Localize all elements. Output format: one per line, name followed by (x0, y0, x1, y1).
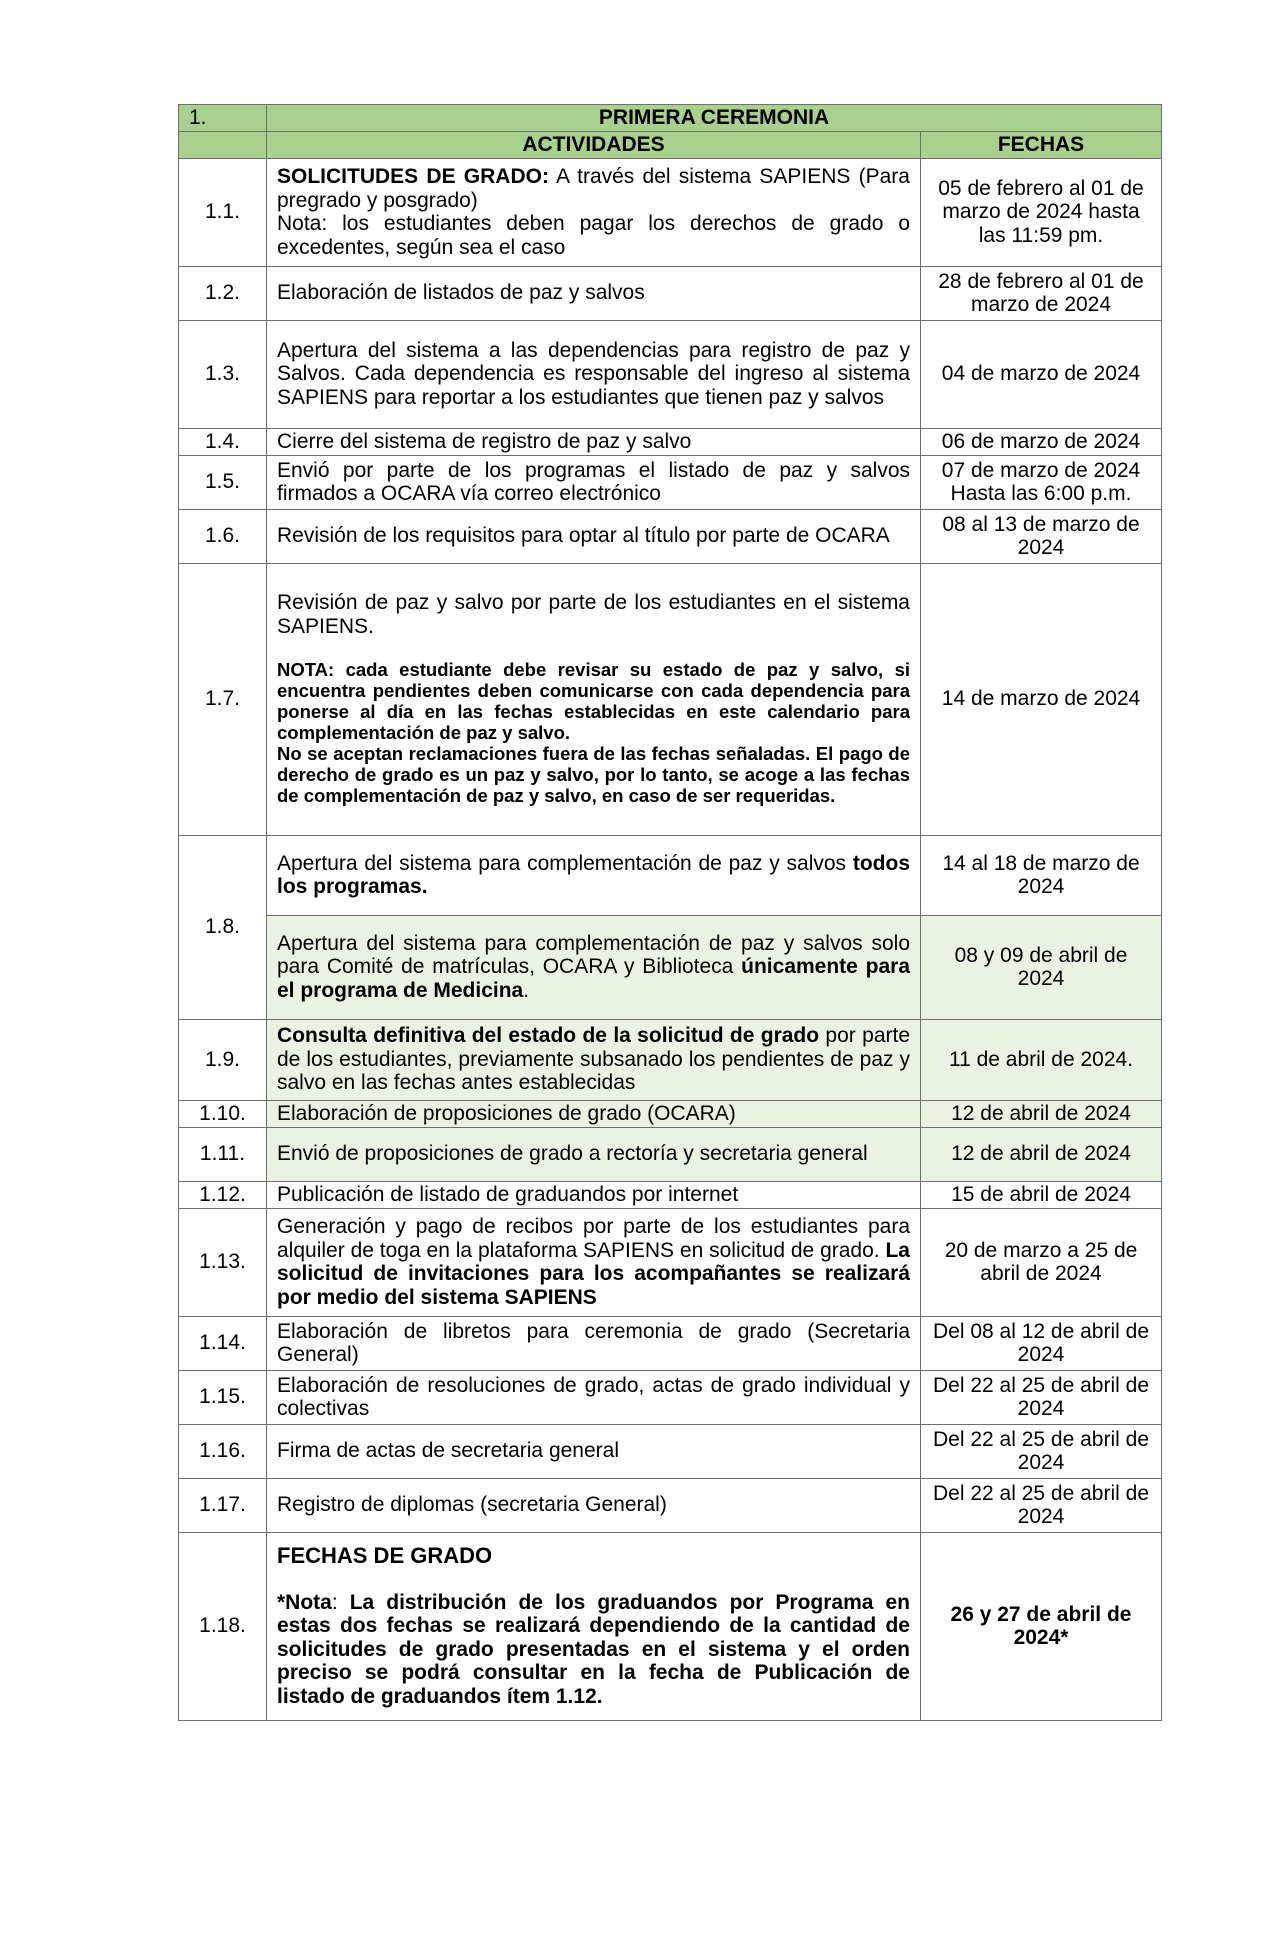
row-date: Del 22 al 25 de abril de 2024 (921, 1478, 1162, 1532)
row-activity: Generación y pago de recibos por parte de los estudiantes para alquiler de toga en la plataforma SAPIENS en solicitud de grado. La solicitud de invitaciones para los acompañantes se realizará por medio del sistema SAPIENS (267, 1208, 921, 1316)
table-row (179, 563, 1162, 835)
row-activity: Apertura del sistema a las dependencias para registro de paz y Salvos. Cada dependencia es responsable del ingreso al sistema SAPIENS para reportar a los estudiantes que tienen paz y salvos (267, 320, 921, 428)
table-row (179, 266, 1162, 320)
column-header-activities: ACTIVIDADES (267, 132, 921, 159)
calendar-table (178, 104, 1162, 1721)
row-date: 04 de marzo de 2024 (921, 320, 1162, 428)
table-row (179, 320, 1162, 428)
row-number: 1.1. (179, 158, 267, 266)
row-activity: Consulta definitiva del estado de la solicitud de grado por parte de los estudiantes, previamente subsanado los pendientes de paz y salvo en las fechas antes establecidas (267, 1019, 921, 1100)
table-row (179, 1478, 1162, 1532)
row-number: 1.17. (179, 1478, 267, 1532)
table-row (179, 835, 1162, 915)
row-activity: SOLICITUDES DE GRADO: A través del sistema SAPIENS (Para pregrado y posgrado) Nota: los estudiantes deben pagar los derechos de grado o excedentes, según sea el caso (267, 158, 921, 266)
table-row (179, 509, 1162, 563)
row-activity: Apertura del sistema para complementación de paz y salvos todos los programas. (267, 835, 921, 915)
row-date: 15 de abril de 2024 (921, 1181, 1162, 1208)
row-number: 1.3. (179, 320, 267, 428)
row-date: 20 de marzo a 25 de abril de 2024 (921, 1208, 1162, 1316)
row-activity: Publicación de listado de graduandos por internet (267, 1181, 921, 1208)
row-number: 1.14. (179, 1316, 267, 1370)
row-activity: Elaboración de proposiciones de grado (OCARA) (267, 1100, 921, 1127)
row-activity: Elaboración de listados de paz y salvos (267, 266, 921, 320)
activity-note: NOTA: cada estudiante debe revisar su estado de paz y salvo, si encuentra pendientes deben comunicarse con cada dependencia para ponerse al día en las fechas establecidas en este calendario para complementación de paz y salvo. (277, 659, 910, 744)
table-row (179, 915, 1162, 1019)
row-date: 05 de febrero al 01 de marzo de 2024 hasta las 11:59 pm. (921, 158, 1162, 266)
table-row (179, 158, 1162, 266)
row-activity: Elaboración de libretos para ceremonia de grado (Secretaria General) (267, 1316, 921, 1370)
row-date: 12 de abril de 2024 (921, 1127, 1162, 1181)
table-row (179, 1316, 1162, 1370)
section-header-row (179, 105, 1162, 132)
row-date: 14 al 18 de marzo de 2024 (921, 835, 1162, 915)
column-header-row (179, 132, 1162, 159)
row-date: 08 al 13 de marzo de 2024 (921, 509, 1162, 563)
row-number: 1.13. (179, 1208, 267, 1316)
row-number: 1.10. (179, 1100, 267, 1127)
row-number: 1.18. (179, 1532, 267, 1720)
row-date: Del 22 al 25 de abril de 2024 (921, 1424, 1162, 1478)
row-number: 1.16. (179, 1424, 267, 1478)
section-title: PRIMERA CEREMONIA (267, 105, 1162, 132)
activity-bold: SOLICITUDES DE GRADO: (277, 164, 549, 188)
section-number: 1. (179, 105, 267, 132)
row-number: 1.7. (179, 563, 267, 835)
row-activity: Elaboración de resoluciones de grado, actas de grado individual y colectivas (267, 1370, 921, 1424)
row-date: 08 y 09 de abril de 2024 (921, 915, 1162, 1019)
row-activity: Apertura del sistema para complementación de paz y salvos solo para Comité de matrículas, OCARA y Biblioteca únicamente para el programa de Medicina. (267, 915, 921, 1019)
row-date: 26 y 27 de abril de 2024* (921, 1532, 1162, 1720)
table-row (179, 1424, 1162, 1478)
row-activity: Registro de diplomas (secretaria General) (267, 1478, 921, 1532)
row-date: Del 08 al 12 de abril de 2024 (921, 1316, 1162, 1370)
row-date: 06 de marzo de 2024 (921, 428, 1162, 455)
row-number: 1.5. (179, 455, 267, 509)
table-row (179, 1208, 1162, 1316)
row-activity: FECHAS DE GRADO *Nota: La distribución de los graduandos por Programa en estas dos fechas se realizará dependiendo de la cantidad de solicitudes de grado presentadas en el sistema y el orden preciso se podrá consultar en la fecha de Publicación de listado de graduandos ítem 1.12. (267, 1532, 921, 1720)
row-number: 1.6. (179, 509, 267, 563)
row-activity: Cierre del sistema de registro de paz y salvo (267, 428, 921, 455)
row-activity: Firma de actas de secretaria general (267, 1424, 921, 1478)
row-date: Del 22 al 25 de abril de 2024 (921, 1370, 1162, 1424)
row-activity: Revisión de paz y salvo por parte de los estudiantes en el sistema SAPIENS. NOTA: cada estudiante debe revisar su estado de paz y salvo, si encuentra pendientes deben comunicarse con cada dependencia para ponerse al día en las fechas establecidas en este calendario para complementación de paz y salvo. No se aceptan reclamaciones fuera de las fechas señaladas. El pago de derecho de grado es un paz y salvo, por lo tanto, se acoge a las fechas de complementación de paz y salvo, en caso de ser requeridas. (267, 563, 921, 835)
table-row (179, 1127, 1162, 1181)
column-header-number (179, 132, 267, 159)
row-date: 14 de marzo de 2024 (921, 563, 1162, 835)
table-row (179, 1370, 1162, 1424)
table-row (179, 1100, 1162, 1127)
row-activity: Envió de proposiciones de grado a rectoría y secretaria general (267, 1127, 921, 1181)
row-number: 1.11. (179, 1127, 267, 1181)
row-date: 12 de abril de 2024 (921, 1100, 1162, 1127)
row-activity: Envió por parte de los programas el listado de paz y salvos firmados a OCARA vía correo electrónico (267, 455, 921, 509)
row-number: 1.8. (179, 835, 267, 1019)
row-date: 28 de febrero al 01 de marzo de 2024 (921, 266, 1162, 320)
row-number: 1.15. (179, 1370, 267, 1424)
column-header-dates: FECHAS (921, 132, 1162, 159)
row-date: 07 de marzo de 2024 Hasta las 6:00 p.m. (921, 455, 1162, 509)
row-number: 1.4. (179, 428, 267, 455)
table-row (179, 428, 1162, 455)
table-row (179, 455, 1162, 509)
table-row (179, 1019, 1162, 1100)
activity-title: FECHAS DE GRADO (277, 1542, 493, 1568)
table-row (179, 1532, 1162, 1720)
table-row (179, 1181, 1162, 1208)
row-date: 11 de abril de 2024. (921, 1019, 1162, 1100)
row-activity: Revisión de los requisitos para optar al título por parte de OCARA (267, 509, 921, 563)
row-number: 1.2. (179, 266, 267, 320)
row-number: 1.9. (179, 1019, 267, 1100)
row-number: 1.12. (179, 1181, 267, 1208)
activity-note: No se aceptan reclamaciones fuera de las fechas señaladas. El pago de derecho de grado es un paz y salvo, por lo tanto, se acoge a las fechas de complementación de paz y salvo, en caso de ser requeridas. (277, 742, 910, 806)
